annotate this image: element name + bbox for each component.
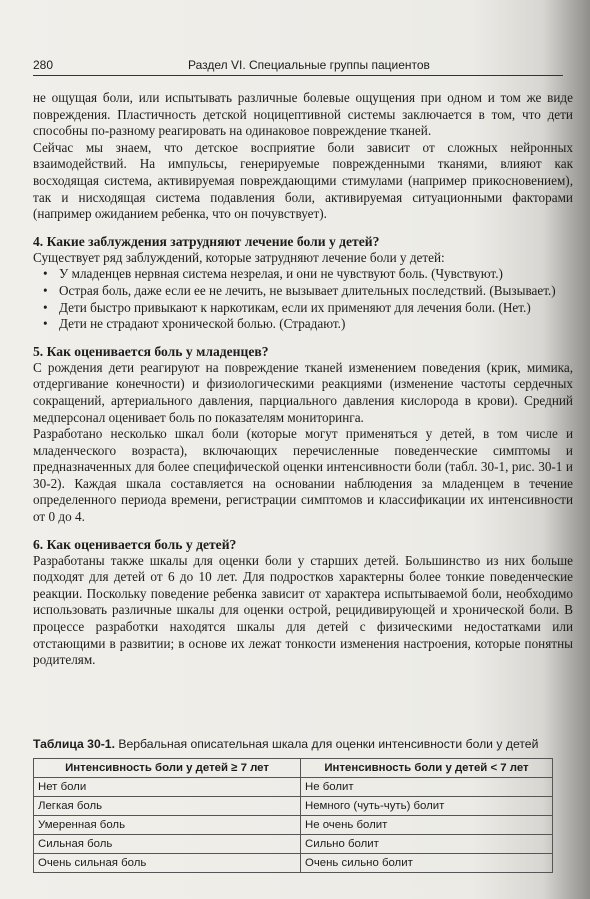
table-cell: Очень сильно болит	[301, 854, 553, 873]
table-cell: Не очень болит	[301, 816, 553, 835]
paragraph: Существует ряд заблуждений, которые затрудняют лечение боли у детей:	[33, 249, 445, 265]
table-row	[34, 854, 553, 873]
section-heading-5: 5. Как оценивается боль у младенцев?	[33, 343, 269, 359]
pain-scale-table	[33, 758, 553, 873]
list-item: • Дети не страдают хронической болью. (Страдают.)	[59, 316, 573, 333]
list-item: • У младенцев нервная система незрелая, и они не чувствуют боль. (Чувствуют.)	[59, 266, 573, 283]
paragraph: Сейчас мы знаем, что детское восприятие боли зависит от сложных нейронных взаимодействий. На импульсы, генерируемые поврежденными тканями, влияют как восходящая система, активируемая повреждающими стимулами (например прикосновением), так и нисходящая система подавления боли, активируемая ситуационными факторами (например ожиданием ребенка, что он почувствует).	[33, 139, 573, 222]
section-heading-6: 6. Как оценивается боль у детей?	[33, 536, 237, 552]
page-header	[33, 58, 563, 76]
running-title: Раздел VI. Специальные группы пациентов	[188, 58, 430, 72]
table-row	[34, 816, 553, 835]
paragraph: Разработано несколько шкал боли (которые могут применяться у детей, в том числе и младенческого возраста), включающих перечисленные поведенческие симптомы и предназначенных для более специфической оценки интенсивности боли (табл. 30-1, рис. 30-1 и 30-2). Каждая шкала составляется на основании наблюдения за младенцем в течение определенного периода времени, регистрации симптомов и классификации их интенсивности от 0 до 4.	[33, 426, 573, 525]
paragraph: не ощущая боли, или испытывать различные болевые ощущения при одном и том же виде повреждения. Пластичность детской ноцицептивной системы заключается в том, что дети способны по-разному реагировать на одинаковое повреждение тканей.	[33, 90, 573, 139]
table-cell: Сильно болит	[301, 835, 553, 854]
table-caption-text: Вербальная описательная шкала для оценки интенсивности боли у детей	[118, 737, 539, 751]
table-row	[34, 797, 553, 816]
misconceptions-list	[33, 266, 573, 332]
table-cell: Нет боли	[34, 778, 301, 797]
section-heading-4: 4. Какие заблуждения затрудняют лечение боли у детей?	[33, 233, 380, 249]
table-caption-label: Таблица 30-1.	[33, 737, 115, 751]
column-header: Интенсивность боли у детей < 7 лет	[301, 759, 553, 778]
table-row	[34, 778, 553, 797]
list-item: • Острая боль, даже если ее не лечить, не вызывает длительных последствий. (Вызывает.)	[59, 283, 573, 300]
list-item: • Дети быстро привыкают к наркотикам, если их применяют для лечения боли. (Нет.)	[59, 300, 573, 317]
table-cell: Очень сильная боль	[34, 854, 301, 873]
paragraph: Разработаны также шкалы для оценки боли у старших детей. Большинство из них больше подходят для детей от 6 до 10 лет. Для подростков характерны более тонкие поведенческие реакции. Поскольку поведение ребенка зависит от характера испытываемой боли, необходимо использовать различные шкалы для оценки острой, рецидивирующей и хронической боли. В процессе разработки находятся шкалы для детей с физическими недостатками или отстающими в развитии; в основе их лежат тонкости изменения настроения, которые понятны родителям.	[33, 552, 573, 668]
paragraph: С рождения дети реагируют на повреждение тканей изменением поведения (крик, мимика, отдергивание конечности) и физиологическими реакциями (изменение частоты сердечных сокращений, артериального давления, парциального давления кислорода в крови). Средний медперсонал оценивает боль по показателям мониторинга.	[33, 359, 573, 425]
table-caption	[33, 737, 590, 751]
page-number: 280	[33, 58, 54, 72]
table-cell: Легкая боль	[34, 797, 301, 816]
table-cell: Не болит	[301, 778, 553, 797]
table-row	[34, 835, 553, 854]
table-header-row	[34, 759, 553, 778]
column-header: Интенсивность боли у детей ≥ 7 лет	[34, 759, 301, 778]
table-cell: Немного (чуть-чуть) болит	[301, 797, 553, 816]
table-cell: Сильная боль	[34, 835, 301, 854]
page-body	[33, 90, 573, 669]
table-cell: Умеренная боль	[34, 816, 301, 835]
